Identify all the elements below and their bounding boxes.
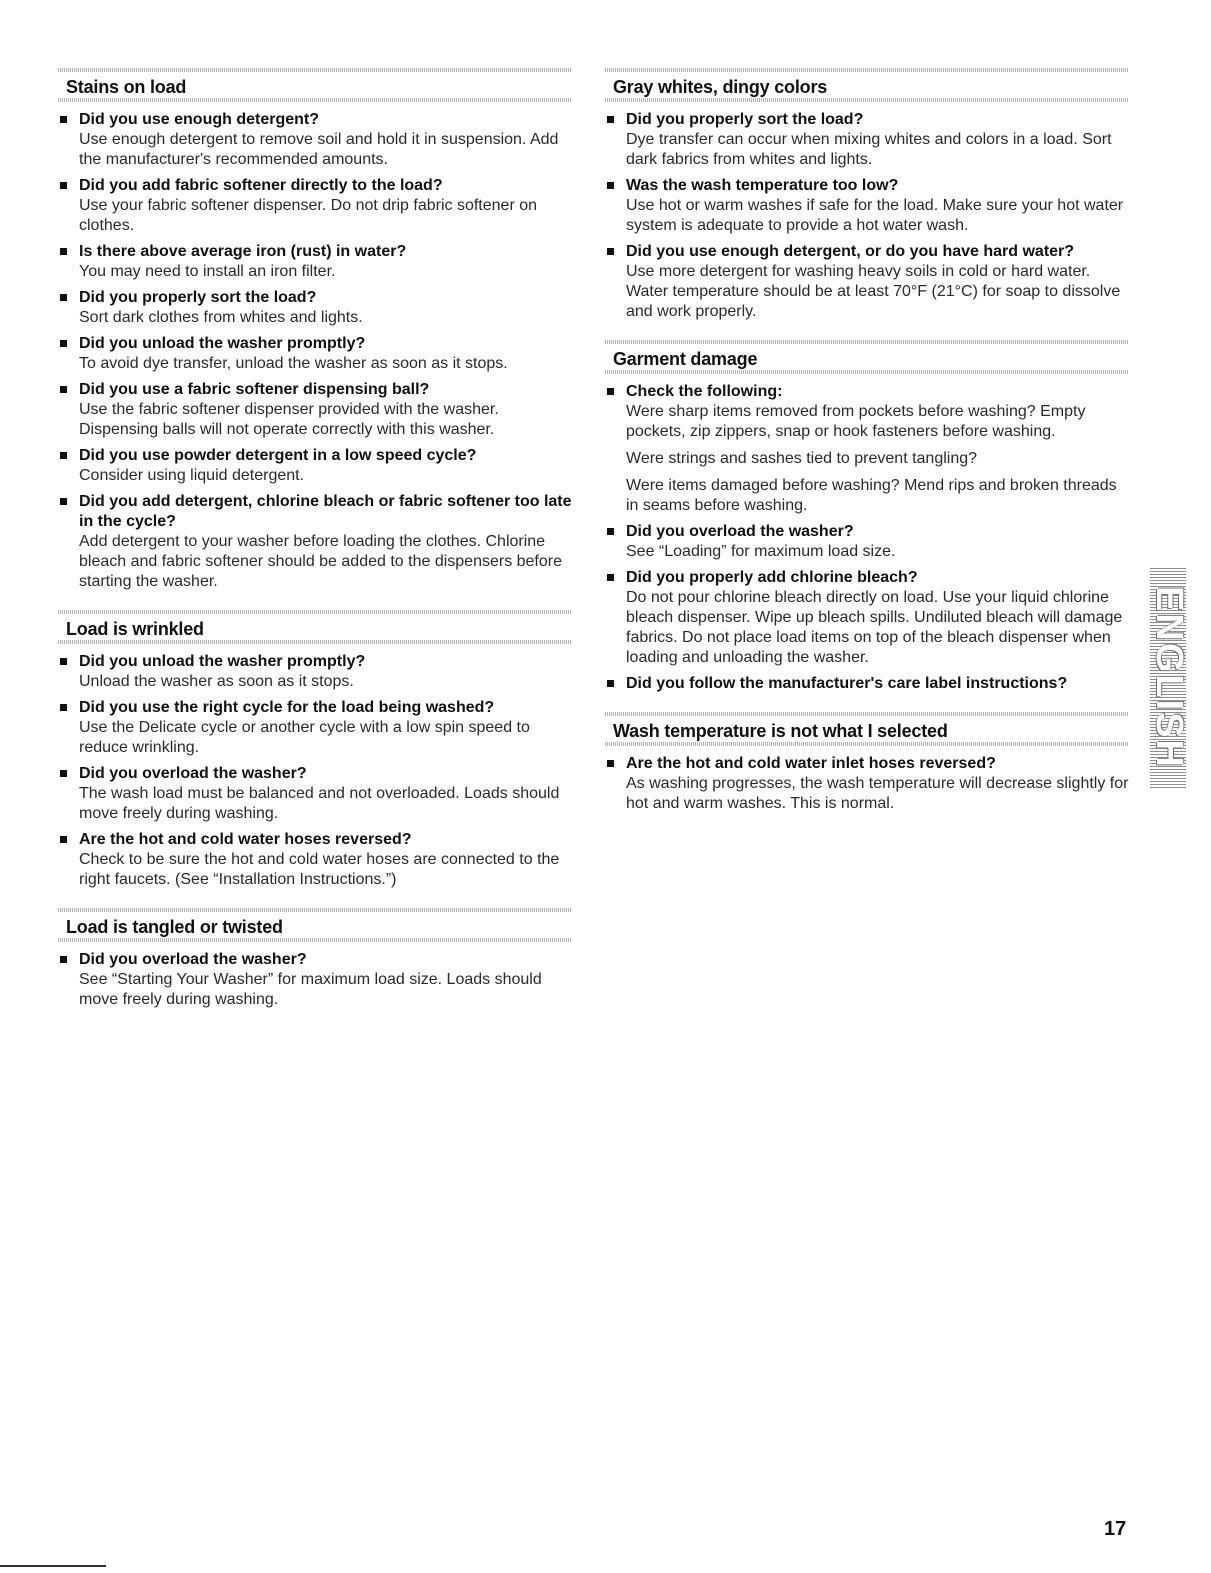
footer-rule	[0, 1565, 106, 1567]
section-header	[605, 64, 1129, 98]
square-bullet-icon	[60, 182, 67, 189]
square-bullet-icon	[60, 116, 67, 123]
question-text: Did you follow the manufacturer's care label instructions?	[626, 675, 1068, 692]
question-item	[605, 110, 1129, 170]
answer-text: You may need to install an iron filter.	[79, 263, 336, 280]
square-bullet-icon	[60, 658, 67, 665]
section-header	[605, 708, 1129, 742]
answer-text: To avoid dye transfer, unload the washer as soon as it stops.	[79, 355, 508, 372]
troubleshooting-section	[605, 336, 1129, 694]
question-item	[58, 446, 572, 486]
answer-text: Were items damaged before washing? Mend rips and broken threads in seams before washing.	[626, 477, 1117, 514]
answer-text: See “Starting Your Washer” for maximum load size. Loads should move freely during washing.	[79, 971, 542, 1008]
question-item	[605, 176, 1129, 236]
question-item	[605, 568, 1129, 668]
page-number: 17	[1104, 1518, 1127, 1540]
square-bullet-icon	[607, 574, 614, 581]
question-list	[605, 382, 1129, 694]
question-text: Are the hot and cold water inlet hoses reversed?	[626, 755, 996, 772]
troubleshooting-section	[58, 64, 572, 592]
section-title: Wash temperature is not what I selected	[613, 721, 948, 741]
answer-text: Use the Delicate cycle or another cycle with a low spin speed to reduce wrinkling.	[79, 719, 530, 756]
question-item	[58, 334, 572, 374]
square-bullet-icon	[60, 704, 67, 711]
troubleshooting-section	[58, 904, 572, 1010]
question-item	[58, 288, 572, 328]
question-list	[58, 110, 572, 592]
question-item	[605, 522, 1129, 562]
answer-text: Use more detergent for washing heavy soils in cold or hard water. Water temperature should be at least 70°F (21°C) for soap to dissolve and work properly.	[626, 263, 1121, 320]
square-bullet-icon	[60, 956, 67, 963]
section-header	[58, 606, 572, 640]
answer-text: Sort dark clothes from whites and lights.	[79, 309, 363, 326]
right-column	[605, 64, 1129, 828]
question-item	[58, 492, 572, 592]
answer-text: Dye transfer can occur when mixing whites and colors in a load. Sort dark fabrics from whites and lights.	[626, 131, 1112, 168]
question-item	[58, 652, 572, 692]
question-item	[58, 242, 572, 282]
troubleshooting-section	[58, 606, 572, 890]
square-bullet-icon	[607, 388, 614, 395]
square-bullet-icon	[607, 528, 614, 535]
question-text: Did you use a fabric softener dispensing ball?	[79, 381, 430, 398]
language-side-tab	[1147, 566, 1190, 788]
answer-text: See “Loading” for maximum load size.	[626, 543, 896, 560]
question-text: Was the wash temperature too low?	[626, 177, 899, 194]
question-text: Did you properly sort the load?	[79, 289, 317, 306]
answer-text: Do not pour chlorine bleach directly on load. Use your liquid chlorine bleach dispenser. Wipe up bleach spills. Undiluted bleach will damage fabrics. Do not place load items on top of the bleach dispenser when loading and unloading the washer.	[626, 589, 1123, 666]
question-item	[58, 110, 572, 170]
question-text: Did you use the right cycle for the load being washed?	[79, 699, 495, 716]
answer-text: Use enough detergent to remove soil and hold it in suspension. Add the manufacturer's recommended amounts.	[79, 131, 559, 168]
question-text: Did you overload the washer?	[79, 765, 307, 782]
question-list	[605, 754, 1129, 814]
question-text: Check the following:	[626, 383, 783, 400]
question-text: Did you use enough detergent?	[79, 111, 320, 128]
square-bullet-icon	[60, 248, 67, 255]
square-bullet-icon	[60, 498, 67, 505]
question-text: Did you use enough detergent, or do you have hard water?	[626, 243, 1075, 260]
left-column	[58, 64, 572, 1024]
question-text: Did you overload the washer?	[79, 951, 307, 968]
question-text: Did you overload the washer?	[626, 523, 854, 540]
answer-text: Use your fabric softener dispenser. Do not drip fabric softener on clothes.	[79, 197, 538, 234]
question-text: Are the hot and cold water hoses reversed?	[79, 831, 412, 848]
section-title: Garment damage	[613, 349, 758, 369]
question-text: Did you properly add chlorine bleach?	[626, 569, 918, 586]
answer-text: Were sharp items removed from pockets before washing? Empty pockets, zip zippers, snap or hook fasteners before washing.	[626, 403, 1086, 440]
question-item	[605, 242, 1129, 322]
square-bullet-icon	[60, 386, 67, 393]
square-bullet-icon	[607, 116, 614, 123]
troubleshooting-section	[605, 64, 1129, 322]
answer-text: Add detergent to your washer before loading the clothes. Chlorine bleach and fabric softener should be added to the dispensers before starting the washer.	[79, 533, 562, 590]
section-title: Load is tangled or twisted	[66, 917, 283, 937]
question-item	[58, 950, 572, 1010]
square-bullet-icon	[60, 836, 67, 843]
answer-text: Unload the washer as soon as it stops.	[79, 673, 354, 690]
square-bullet-icon	[60, 340, 67, 347]
section-title: Stains on load	[66, 77, 187, 97]
question-item	[605, 382, 1129, 516]
question-text: Did you unload the washer promptly?	[79, 335, 366, 352]
section-title: Load is wrinkled	[66, 619, 204, 639]
troubleshooting-section	[605, 708, 1129, 814]
question-text: Did you use powder detergent in a low speed cycle?	[79, 447, 477, 464]
question-text: Is there above average iron (rust) in water?	[79, 243, 407, 260]
question-text: Did you add detergent, chlorine bleach or fabric softener too late in the cycle?	[79, 493, 572, 530]
answer-text: Consider using liquid detergent.	[79, 467, 305, 484]
answer-text: The wash load must be balanced and not overloaded. Loads should move freely during washing.	[79, 785, 560, 822]
square-bullet-icon	[607, 248, 614, 255]
question-list	[58, 950, 572, 1010]
answer-text: Check to be sure the hot and cold water hoses are connected to the right faucets. (See “Installation Instructions.”)	[79, 851, 560, 888]
square-bullet-icon	[607, 760, 614, 767]
question-text: Did you add fabric softener directly to the load?	[79, 177, 443, 194]
section-title: Gray whites, dingy colors	[613, 77, 828, 97]
square-bullet-icon	[607, 182, 614, 189]
answer-text: Use the fabric softener dispenser provided with the washer. Dispensing balls will not operate correctly with this washer.	[79, 401, 499, 438]
square-bullet-icon	[60, 294, 67, 301]
question-item	[605, 674, 1129, 694]
answer-text: Were strings and sashes tied to prevent tangling?	[626, 450, 978, 467]
section-header	[58, 64, 572, 98]
section-header	[605, 336, 1129, 370]
answer-text: Use hot or warm washes if safe for the load. Make sure your hot water system is adequate to provide a hot water wash.	[626, 197, 1124, 234]
question-list	[58, 652, 572, 890]
question-item	[58, 176, 572, 236]
square-bullet-icon	[607, 680, 614, 687]
question-item	[605, 754, 1129, 814]
question-text: Did you unload the washer promptly?	[79, 653, 366, 670]
square-bullet-icon	[60, 452, 67, 459]
square-bullet-icon	[60, 770, 67, 777]
question-item	[58, 698, 572, 758]
question-item	[58, 380, 572, 440]
language-tab-label: ENGLISH	[1147, 585, 1190, 769]
section-header	[58, 904, 572, 938]
question-item	[58, 830, 572, 890]
question-text: Did you properly sort the load?	[626, 111, 864, 128]
answer-text: As washing progresses, the wash temperature will decrease slightly for hot and warm washes. This is normal.	[626, 775, 1129, 812]
question-list	[605, 110, 1129, 322]
question-item	[58, 764, 572, 824]
